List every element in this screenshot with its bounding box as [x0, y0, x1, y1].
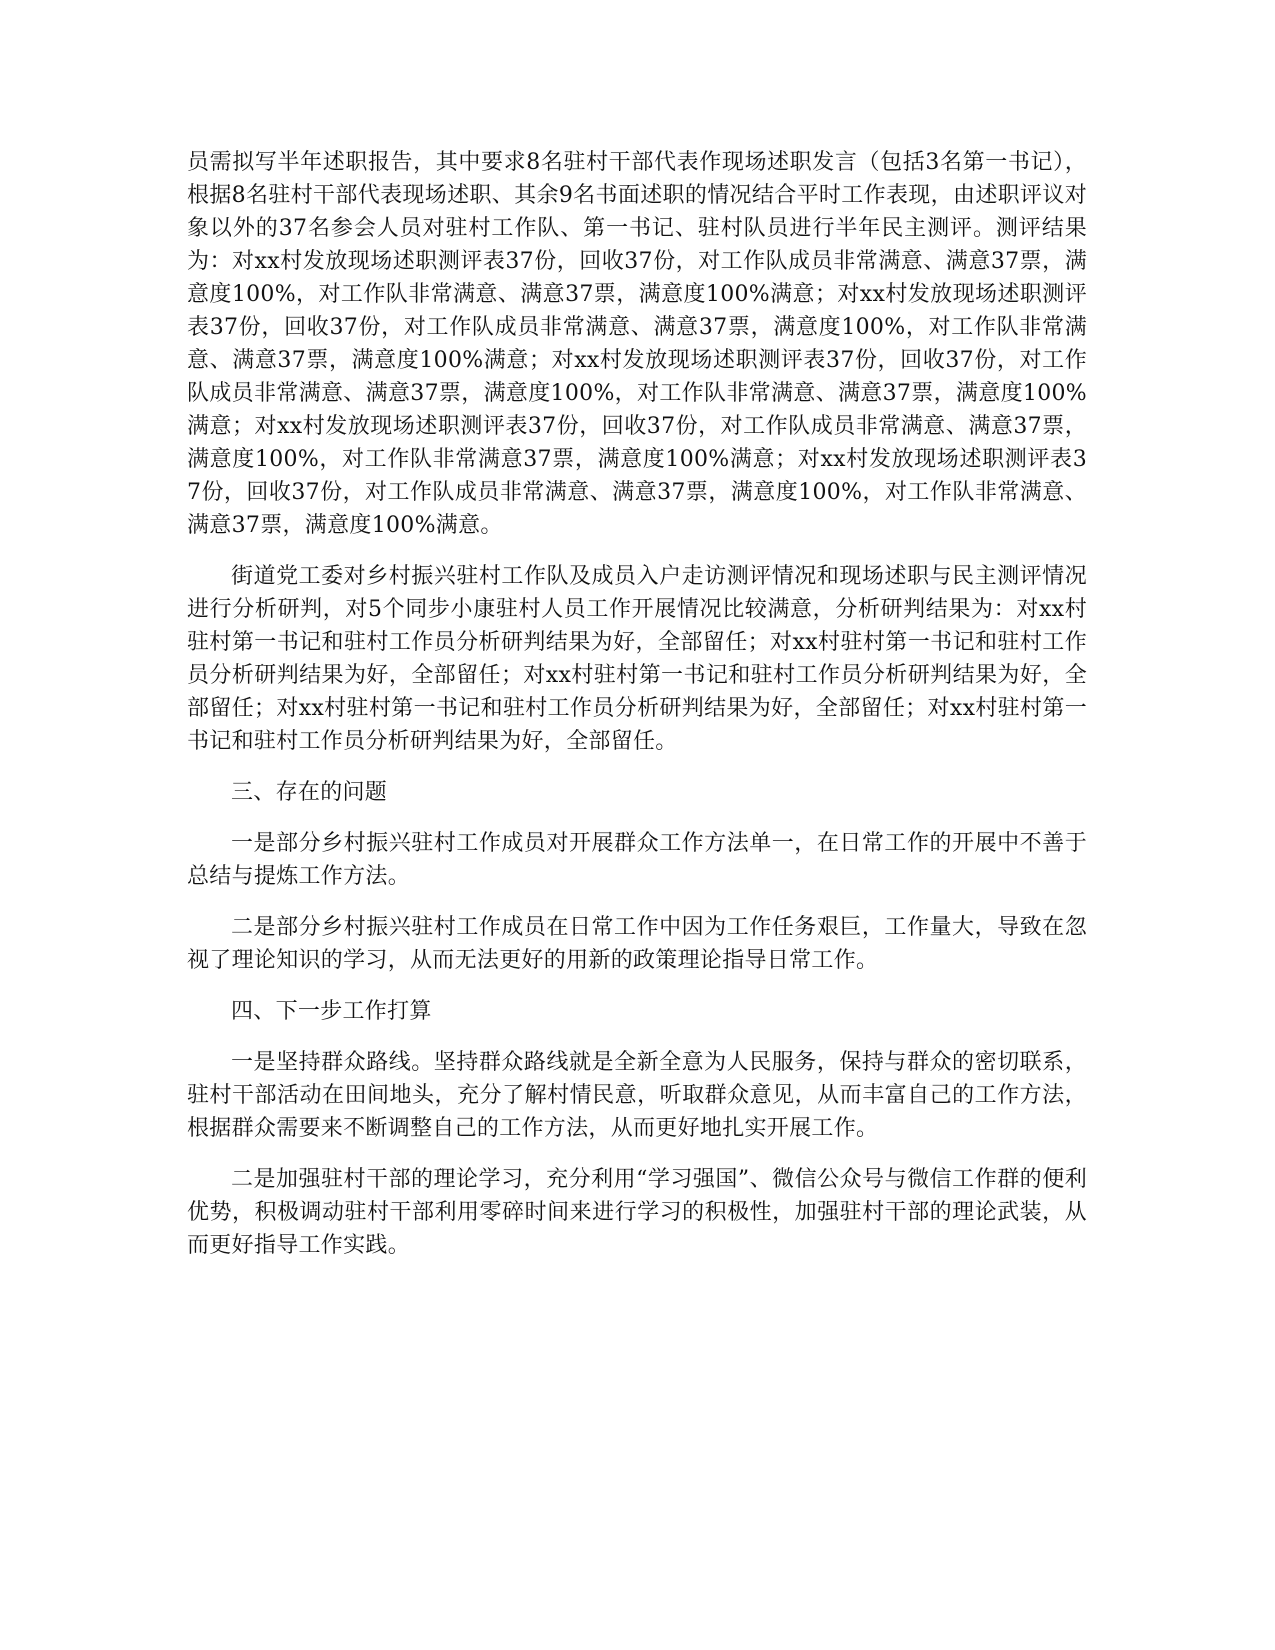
- paragraph-problem-one: 一是部分乡村振兴驻村工作成员对开展群众工作方法单一，在日常工作的开展中不善于总结与提炼工作方法。: [187, 831, 1087, 889]
- paragraph-next-step-two: 二是加强驻村干部的理论学习，充分利用“学习强国”、微信公众号与微信工作群的便利优势，积极调动驻村干部利用零碎时间来进行学习的积极性，加强驻村干部的理论武装，从而更好指导工作实践。: [187, 1167, 1087, 1258]
- document-page: [187, 146, 1087, 1280]
- paragraph-analysis-judgement: 街道党工委对乡村振兴驻村工作队及成员入户走访测评情况和现场述职与民主测评情况进行分析研判，对5个同步小康驻村人员工作开展情况比较满意，分析研判结果为：对xx村驻村第一书记和驻村工作员分析研判结果为好，全部留任；对xx村驻村第一书记和驻村工作员分析研判结果为好，全部留任；对xx村驻村第一书记和驻村工作员分析研判结果为好，全部留任；对xx村驻村第一书记和驻村工作员分析研判结果为好，全部留任；对xx村驻村第一书记和驻村工作员分析研判结果为好，全部留任。: [187, 564, 1087, 754]
- section-heading-problems: 三、存在的问题: [231, 780, 388, 805]
- paragraph-next-step-one: 一是坚持群众路线。坚持群众路线就是全新全意为人民服务，保持与群众的密切联系，驻村干部活动在田间地头，充分了解村情民意，听取群众意见，从而丰富自己的工作方法，根据群众需要来不断调整自己的工作方法，从而更好地扎实开展工作。: [187, 1050, 1087, 1141]
- paragraph-problem-two: 二是部分乡村振兴驻村工作成员在日常工作中因为工作任务艰巨，工作量大，导致在忽视了理论知识的学习，从而无法更好的用新的政策理论指导日常工作。: [187, 915, 1087, 973]
- section-heading-next-steps: 四、下一步工作打算: [231, 999, 432, 1024]
- paragraph-evaluation-results: 员需拟写半年述职报告，其中要求8名驻村干部代表作现场述职发言（包括3名第一书记），根据8名驻村干部代表现场述职、其余9名书面述职的情况结合平时工作表现，由述职评议对象以外的37名参会人员对驻村工作队、第一书记、驻村队员进行半年民主测评。测评结果为：对xx村发放现场述职测评表37份，回收37份，对工作队成员非常满意、满意37票，满意度100%，对工作队非常满意、满意37票，满意度100%满意；对xx村发放现场述职测评表37份，回收37份，对工作队成员非常满意、满意37票，满意度100%，对工作队非常满意、满意37票，满意度100%满意；对xx村发放现场述职测评表37份，回收37份，对工作队成员非常满意、满意37票，满意度100%，对工作队非常满意、满意37票，满意度100%满意；对xx村发放现场述职测评表37份，回收37份，对工作队成员非常满意、满意37票，满意度100%，对工作队非常满意37票，满意度100%满意；对xx村发放现场述职测评表37份，回收37份，对工作队成员非常满意、满意37票，满意度100%，对工作队非常满意、满意37票，满意度100%满意。: [187, 150, 1087, 538]
